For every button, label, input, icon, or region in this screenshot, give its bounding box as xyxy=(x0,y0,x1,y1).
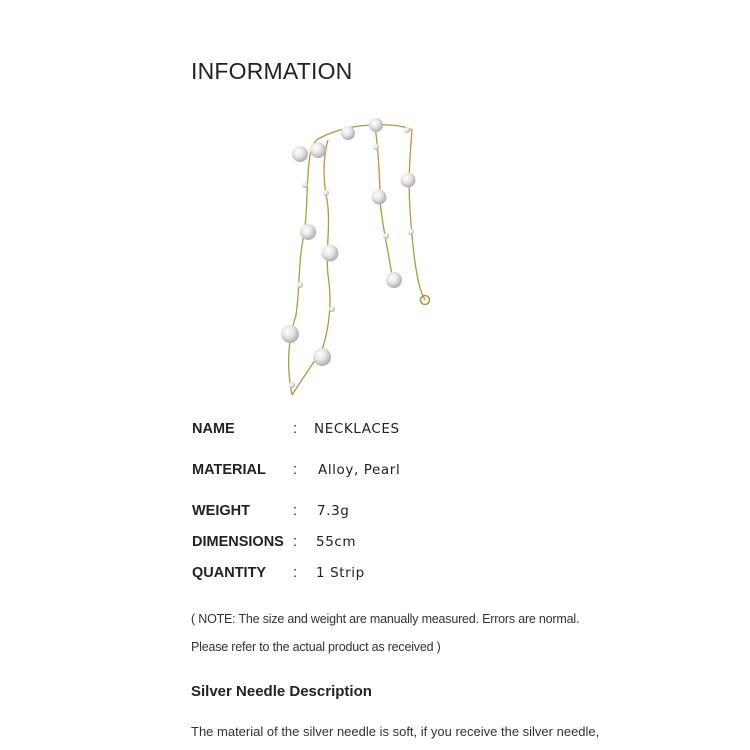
spec-row-weight xyxy=(192,503,552,525)
spec-value: 55cm xyxy=(316,534,357,550)
spec-value: 1 Strip xyxy=(316,565,365,581)
necklace-product-photo xyxy=(270,110,460,410)
measurement-note-line-2: Please refer to the actual product as received ) xyxy=(191,640,441,654)
spec-separator: : xyxy=(293,421,298,437)
spec-separator: : xyxy=(293,462,298,478)
silver-needle-text: The material of the silver needle is soft, if you receive the silver needle, xyxy=(191,724,600,739)
spec-row-dimensions xyxy=(192,534,552,556)
spec-separator: : xyxy=(293,565,298,581)
spec-label: QUANTITY xyxy=(192,565,267,581)
spec-label: MATERIAL xyxy=(192,462,266,478)
silver-needle-heading: Silver Needle Description xyxy=(191,683,372,700)
spec-row-name xyxy=(192,421,552,443)
spec-label: DIMENSIONS xyxy=(192,534,284,550)
spec-value: NECKLACES xyxy=(314,421,400,437)
spec-label: NAME xyxy=(192,421,235,437)
spec-separator: : xyxy=(293,534,298,550)
spec-label: WEIGHT xyxy=(192,503,250,519)
spec-row-quantity xyxy=(192,565,552,587)
spec-value: 7.3g xyxy=(317,503,350,519)
spec-value: Alloy, Pearl xyxy=(318,462,401,478)
page-title: INFORMATION xyxy=(191,58,353,84)
spec-separator: : xyxy=(293,503,298,519)
measurement-note-line-1: ( NOTE: The size and weight are manually measured. Errors are normal. xyxy=(191,612,580,626)
spec-row-material xyxy=(192,462,552,484)
